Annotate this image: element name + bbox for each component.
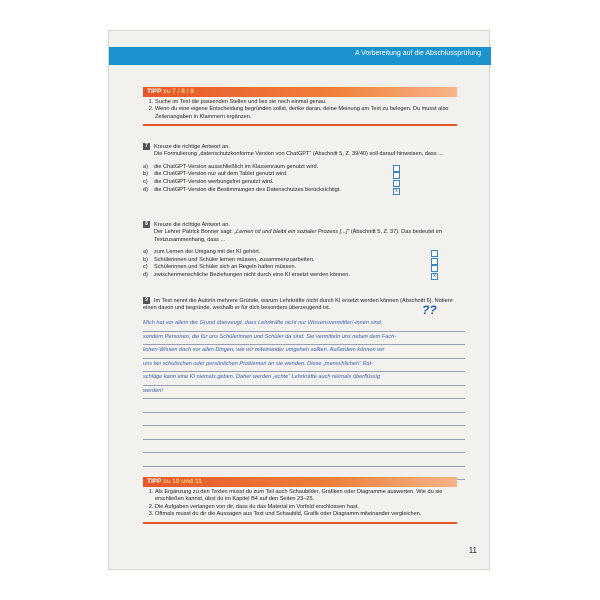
handwritten-annotation: ?? bbox=[422, 303, 437, 317]
option-text: die ChatGPT-Version ausschließlich im Klassenraum genutzt wird. bbox=[154, 163, 319, 170]
task-9 bbox=[143, 297, 461, 313]
tipp-reference: zu 7 / 8 / 9 bbox=[163, 88, 194, 95]
answer-line: werden! bbox=[143, 386, 465, 400]
chapter-title: A Vorbereitung auf die Abschlussprüfung bbox=[354, 50, 481, 57]
tipp-item: 2. Die Aufgaben verlangen von dir, dass du das Material im Vorfeld erschlossen hast. bbox=[155, 504, 457, 511]
tipp-title bbox=[143, 477, 457, 487]
option-text: die ChatGPT-Version nur auf dem Tablet genutzt wird. bbox=[154, 171, 288, 178]
tipp-item: 1. Als Ergänzung zu den Texten musst du zum Teil auch Schaubilder, Grafiken oder Diagramme auswerten. Wie du sie erschließen kannst, übst du im Kapitel B4 auf den Seiten 23–25. bbox=[155, 489, 457, 504]
checkbox[interactable]: x bbox=[431, 273, 438, 280]
answer-line: sondern Personen, die für uns Schülerinnen und Schüler da sind. Sie vermitteln uns neben dem Fach- bbox=[143, 332, 465, 346]
answer-line bbox=[143, 453, 465, 467]
answer-line bbox=[143, 426, 465, 440]
quote: „Lernen ist und bleibt ein sozialer Prozess [...]“ bbox=[234, 229, 350, 236]
task-8 bbox=[143, 221, 457, 280]
answer-option bbox=[143, 257, 457, 265]
answer-area[interactable] bbox=[143, 318, 465, 480]
option-letter: a) bbox=[143, 163, 148, 170]
option-text: zwischenmenschliche Beziehungen nicht durch eine KI ersetzt werden können. bbox=[154, 271, 350, 278]
tipp-list bbox=[143, 489, 457, 519]
answer-line bbox=[143, 399, 465, 413]
divider bbox=[143, 124, 457, 126]
answer-line: uns bei schulischen oder persönlichen Problemen an sie wenden. Diese „menschlichen“ Rat- bbox=[143, 359, 465, 373]
task-text-part: Der Lehrer Patrick Bonner sagt: bbox=[154, 229, 235, 236]
option-letter: b) bbox=[143, 171, 148, 178]
answer-line: lichen Wissen doch vor allen Dingen, wie wir miteinander umgehen sollten. Außerdem können wir bbox=[143, 345, 465, 359]
task-prompt: Kreuze die richtige Antwort an. bbox=[154, 143, 230, 150]
answer-option bbox=[143, 264, 457, 272]
tipp-label: TIPP bbox=[147, 478, 162, 485]
answer-line: schläge kann eine KI niemals geben. Daher werden „echte“ Lehrkräfte auch niemals überflüssig bbox=[143, 372, 465, 386]
answer-option bbox=[143, 171, 457, 179]
option-text: Schülerinnen und Schüler sich an Regeln halten müssen. bbox=[154, 264, 297, 271]
tipp-item: 3. Oftmals musst du dir die Aussagen aus Text und Schaubild, Grafik oder Diagramm miteinander vergleichen. bbox=[155, 511, 457, 518]
option-letter: c) bbox=[143, 178, 148, 185]
checkbox[interactable]: x bbox=[393, 188, 400, 195]
tipp-reference: zu 10 und 11 bbox=[163, 478, 202, 485]
task-number: 8 bbox=[143, 221, 150, 228]
answer-option bbox=[143, 249, 457, 257]
answer-line bbox=[143, 440, 465, 454]
option-text: die ChatGPT-Version die Bestimmungen des Datenschutzes berücksichtigt. bbox=[154, 186, 341, 193]
document-page bbox=[108, 30, 490, 570]
task-text-part: (Abschnitt 5, Z. 37). Das bedeutet im Textzusammenhang, dass ... bbox=[154, 229, 442, 243]
option-text: zum Lernen der Umgang mit der KI gehört. bbox=[154, 249, 261, 256]
tipp-label: TIPP bbox=[147, 88, 162, 95]
answer-option bbox=[143, 187, 457, 195]
option-letter: c) bbox=[143, 264, 148, 271]
option-letter: b) bbox=[143, 256, 148, 263]
divider bbox=[143, 522, 457, 524]
page-number: 11 bbox=[468, 546, 477, 555]
tipp-box-2 bbox=[143, 477, 457, 524]
chapter-header bbox=[109, 47, 491, 65]
tipp-item: 1. Suche im Text die passenden Stellen und lies sie noch einmal genau. bbox=[155, 99, 457, 106]
task-7 bbox=[143, 143, 457, 194]
tipp-item: 2. Wenn du eine eigene Entscheidung begründen sollst, denke daran, deine Meinung am Text zu belegen. Du musst also Zeilenangaben in Klammern ergänzen. bbox=[155, 106, 457, 121]
task-text bbox=[143, 229, 457, 244]
task-text: Im Text nennt die Autorin mehrere Gründe, warum Lehrkräfte nicht durch KI ersetzt werden können (Abschnitt 6). Notiere einen davon und begründe, weshalb er für dich besonders überzeugend ist. bbox=[143, 297, 453, 312]
answer-line: Mich hat vor allem der Grund überzeugt, dass Lehrkräfte nicht nur Wissensvermittler/-innen sind, bbox=[143, 318, 465, 332]
tipp-list bbox=[143, 99, 457, 121]
tipp-box-1 bbox=[143, 87, 457, 126]
task-prompt: Kreuze die richtige Antwort an. bbox=[154, 221, 230, 228]
option-letter: d) bbox=[143, 271, 148, 278]
task-number: 9 bbox=[143, 297, 150, 304]
option-letter: d) bbox=[143, 186, 148, 193]
answer-line bbox=[143, 413, 465, 427]
task-number: 7 bbox=[143, 143, 150, 150]
tipp-title bbox=[143, 87, 457, 97]
answer-option bbox=[143, 179, 457, 187]
task-text: Die Formulierung „datenschutzkonforme Version von ChatGPT“ (Abschnitt 5, Z. 39/40) soll darauf hinweisen, dass ... bbox=[154, 151, 443, 158]
option-text: Schülerinnen und Schüler lernen müssen, zusammenzuarbeiten. bbox=[154, 256, 315, 263]
option-letter: a) bbox=[143, 249, 148, 256]
answer-option bbox=[143, 164, 457, 172]
answer-option bbox=[143, 272, 457, 280]
option-text: die ChatGPT-Version werbungsfrei genutzt wird. bbox=[154, 178, 274, 185]
